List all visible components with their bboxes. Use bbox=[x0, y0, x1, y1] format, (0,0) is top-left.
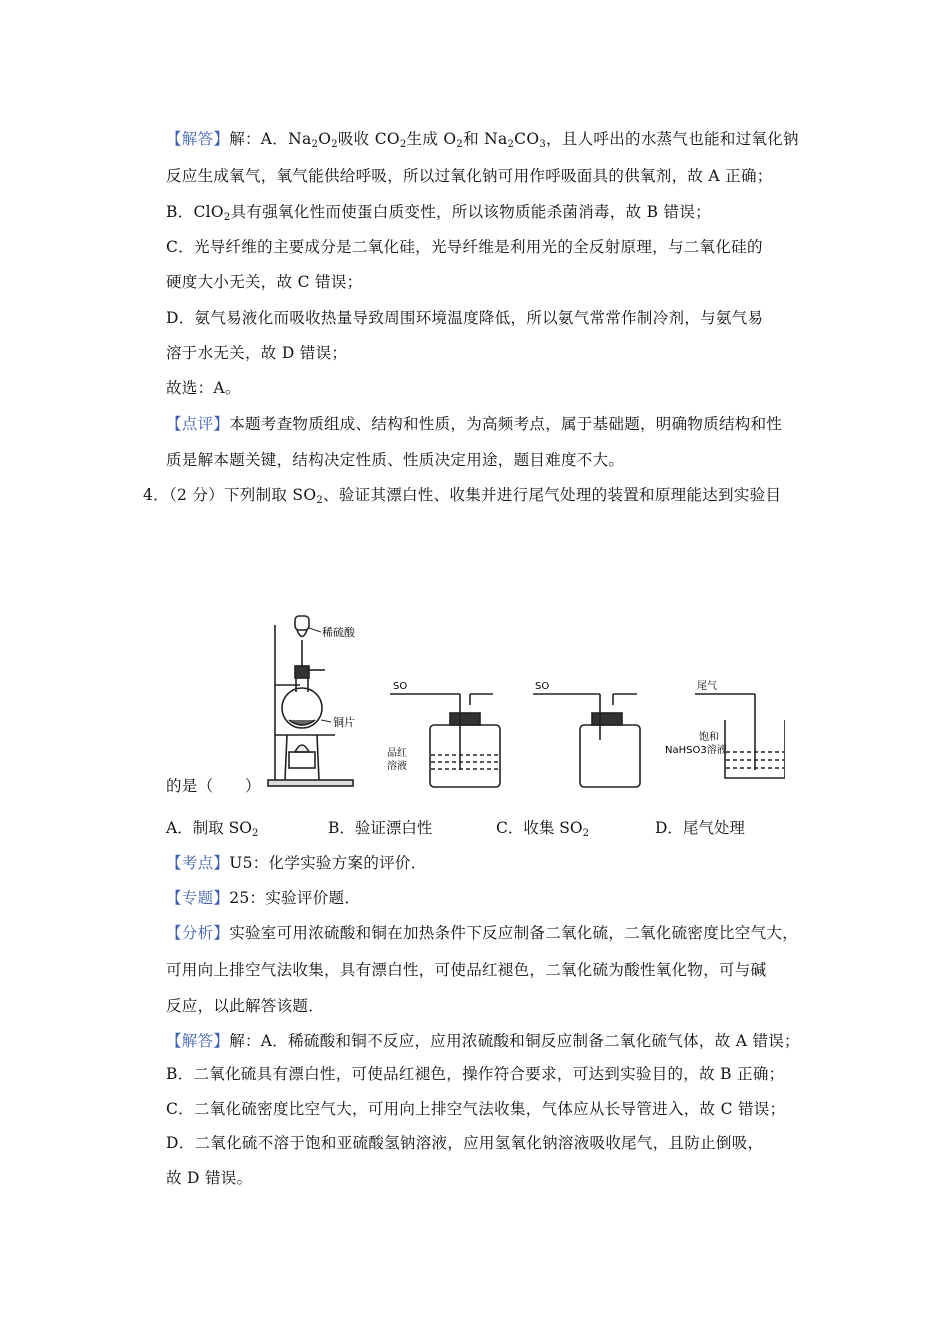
q3-comment-line-2: 质是解本题关键，结构决定性质、性质决定用途，题目难度不大。 bbox=[166, 451, 625, 469]
option-c: C．收集 $SO_2$ bbox=[496, 819, 589, 839]
bleach-test-bottle bbox=[390, 694, 500, 787]
solution-tag: 【解答】 bbox=[166, 130, 230, 148]
q4-stem-end: 的是（ ） bbox=[166, 777, 261, 795]
q4-zhuanti: 【专题】25：实验评价题． bbox=[166, 889, 361, 907]
q3-solution-line-5: 硬度大小无关，故 C 错误； bbox=[166, 273, 363, 291]
q4-jieda-2: B．二氧化硫具有漂白性，可使品红褪色，操作符合要求，可达到实验目的，故 B 正确； bbox=[166, 1065, 785, 1083]
q4-fenxi-1: 【分析】实验室可用浓硫酸和铜在加热条件下反应制备二氧化硫，二氧化硫密度比空气大， bbox=[166, 924, 799, 942]
q3-solution-line-1: 【解答】解：A．$Na_2O_2$吸收 $CO_2$生成 $O_2$和 $Na_2CO_3$，且人呼出的水蒸气也能和过氧化钠 bbox=[166, 130, 799, 150]
q3-solution-line-7: 溶于水无关，故 D 错误； bbox=[166, 344, 348, 362]
option-b: B．验证漂白性 bbox=[328, 819, 433, 837]
q4-jieda-1: 【解答】解：A．稀硫酸和铜不反应，应用浓硫酸和铜反应制备二氧化硫气体，故 A 错误； bbox=[166, 1032, 800, 1050]
q3-solution-line-6: D．氨气易液化而吸收热量导致周围环境温度降低，所以氨气常常作制冷剂，与氨气易 bbox=[166, 309, 764, 327]
label-pinhong-2: 溶液 bbox=[387, 761, 407, 772]
comment-tag: 【点评】 bbox=[166, 415, 230, 433]
label-saturated: 饱和 bbox=[699, 732, 719, 743]
apparatus-figure bbox=[265, 610, 785, 790]
label-tail-gas: 尾气 bbox=[697, 681, 717, 692]
q4-kaodian: 【考点】U5：化学实验方案的评价． bbox=[166, 854, 427, 872]
q4-fenxi-2: 可用向上排空气法收集，具有漂白性，可使品红褪色，二氧化硫为酸性氧化物，可与碱 bbox=[166, 961, 767, 979]
label-copper: 铜片 bbox=[333, 716, 355, 729]
q4-jieda-4: D．二氧化硫不溶于饱和亚硫酸氢钠溶液，应用氢氧化钠溶液吸收尾气，且防止倒吸， bbox=[166, 1134, 764, 1152]
label-so2-b: SO bbox=[393, 681, 408, 692]
q3-solution-line-4: C．光导纤维的主要成分是二氧化硅，光导纤维是利用光的全反射原理，与二氧化硅的 bbox=[166, 238, 763, 256]
label-so2-c: SO bbox=[535, 681, 550, 692]
option-a: A．制取 $SO_2$ bbox=[166, 819, 259, 839]
q3-solution-line-3: B．ClO$_2$具有强氧化性而使蛋白质变性，所以该物质能杀菌消毒，故 B 错误； bbox=[166, 203, 711, 223]
q3-solution-line-2: 反应生成氧气，氧气能供给呼吸，所以过氧化钠可用作呼吸面具的供氧剂，故 A 正确； bbox=[166, 167, 773, 185]
q4-fenxi-3: 反应，以此解答该题． bbox=[166, 997, 325, 1015]
q4-jieda-5: 故 D 错误。 bbox=[166, 1169, 253, 1187]
label-pinhong-1: 品红 bbox=[387, 748, 407, 759]
q3-solution-line-8: 故选：A。 bbox=[166, 379, 241, 397]
option-d: D．尾气处理 bbox=[655, 819, 745, 837]
label-nahso3: NaHSO3溶液 bbox=[665, 745, 727, 756]
generator-apparatus bbox=[268, 616, 353, 786]
q4-jieda-3: C．二氧化硫密度比空气大，可用向上排空气法收集，气体应从长导管进入，故 C 错误； bbox=[166, 1100, 786, 1118]
label-dilute-sulfuric-acid: 稀硫酸 bbox=[322, 626, 355, 639]
collection-bottle bbox=[533, 694, 640, 787]
q4-stem: 4．（2 分）下列制取 $SO_2$、验证其漂白性、收集并进行尾气处理的装置和原理能达到实验目 bbox=[143, 486, 782, 506]
q3-comment-line-1: 【点评】本题考查物质组成、结构和性质，为高频考点，属于基础题，明确物质结构和性 bbox=[166, 415, 783, 433]
question-number: 4． bbox=[143, 486, 169, 504]
